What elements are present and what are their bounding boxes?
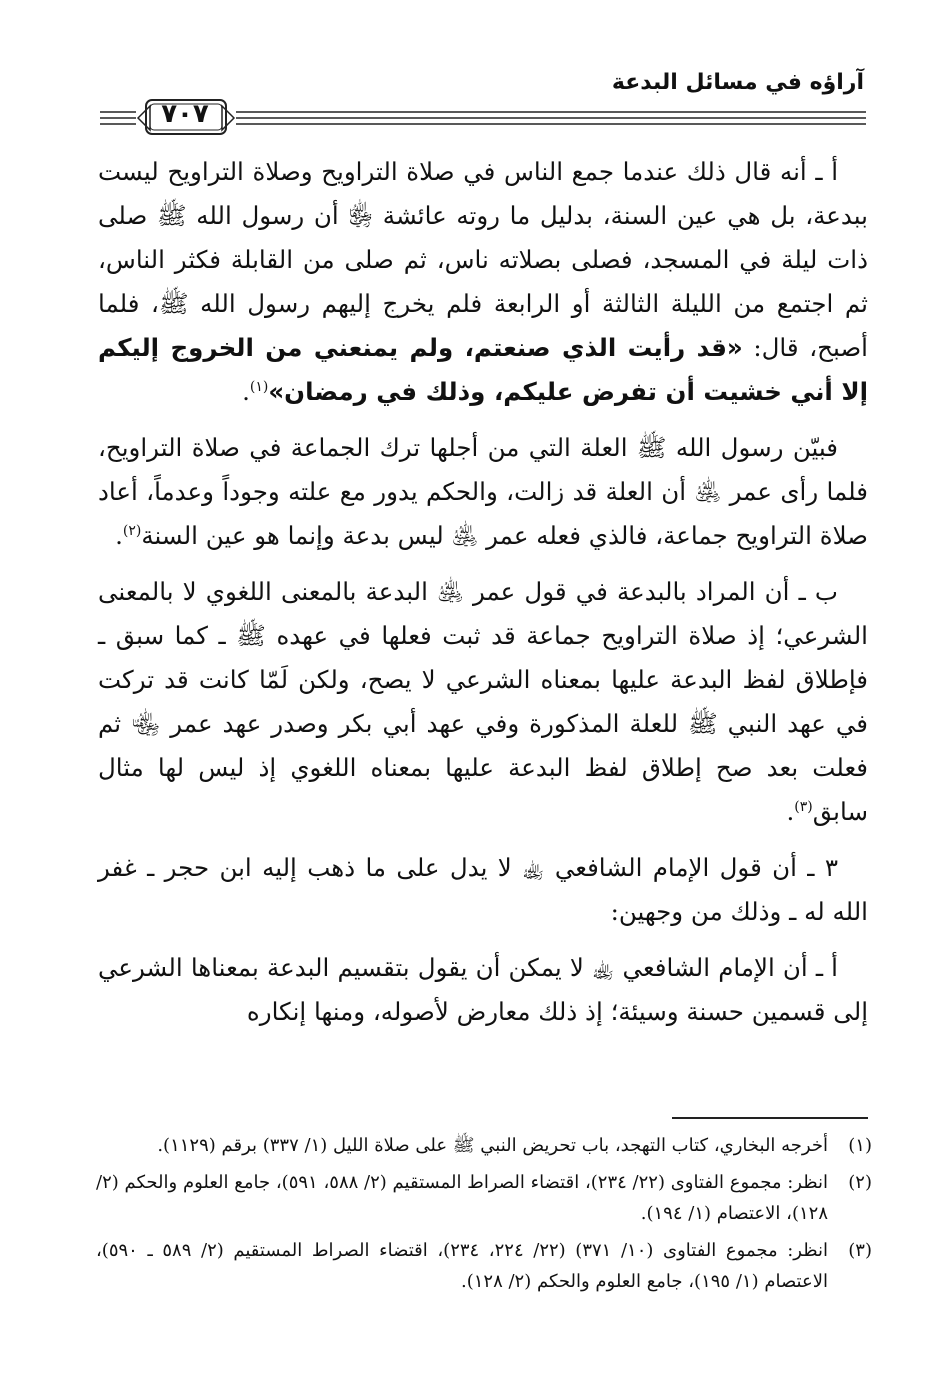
page-number: ٧٠٧ <box>161 99 209 129</box>
paragraph <box>98 426 868 558</box>
footnote-ref-2: (٢) <box>122 522 142 539</box>
footnote-separator <box>672 1117 868 1119</box>
paragraph <box>98 570 868 834</box>
footnote-text: انظر: مجموع الفتاوى (١٠/ ٣٧١) (٢٢/ ٢٢٤، ٢٣٤)، اقتضاء الصراط المستقيم (٢/ ٥٨٩ ـ ٥٩٠)، الاعتصام (١/ ١٩٥)، جامع العلوم والحكم (٢/ ١٢٨). <box>96 1240 828 1292</box>
footnote-text: انظر: مجموع الفتاوى (٢٢/ ٢٣٤)، اقتضاء الصراط المستقيم (٢/ ٥٨٨، ٥٩١)، جامع العلوم والحكم (٢/ ١٢٨)، الاعتصام (١/ ١٩٤). <box>96 1172 828 1224</box>
footnote-number: (٣) <box>848 1240 872 1261</box>
paragraph-end: . <box>786 797 795 826</box>
paragraph-text: فبيّن رسول الله ﷺ العلة التي من أجلها ترك الجماعة في صلاة التراويح، فلما رأى عمر ﵁ أن العلة قد زالت، والحكم يدور مع علته وجوداً وعدماً، أعاد صلاة التراويح جماعة، فالذي فعله عمر ﵁ ليس بدعة وإنما هو عين السنة <box>98 433 868 550</box>
main-text <box>98 150 868 1046</box>
running-title: آراؤه في مسائل البدعة <box>611 70 864 95</box>
footnote-text: أخرجه البخاري، كتاب التهجد، باب تحريض النبي ﷺ على صلاة الليل (١/ ٣٣٧) برقم (١١٢٩). <box>157 1135 828 1156</box>
hadith-quote: «قد رأيت الذي صنعتم، ولم يمنعني من الخروج إليكم إلا أني خشيت أن تفرض عليكم، وذلك في رمضان» <box>98 333 868 406</box>
footnote-number: (١) <box>848 1135 872 1156</box>
footnote-ref-1: (١) <box>249 378 269 395</box>
paragraph-text: ب ـ أن المراد بالبدعة في قول عمر ﵁ البدعة بالمعنى اللغوي لا بالمعنى الشرعي؛ إذ صلاة التراويح جماعة قد ثبت فعلها في عهده ﷺ ـ كما سبق ـ فإطلاق لفظ البدعة عليها بمعناه الشرعي لا يصح، ولكن لَمّا كانت قد تركت في عهد النبي ﷺ للعلة المذكورة وفي عهد أبي بكر وصدر عهد عمر ﵄ ثم فعلت بعد صح إطلاق لفظ البدعة عليها بمعناه اللغوي إذ ليس لها مثال سابق <box>98 577 868 826</box>
footnote <box>96 1167 872 1229</box>
footnote <box>96 1235 872 1297</box>
paragraph-end: . <box>242 377 250 406</box>
paragraph: أ ـ أن الإمام الشافعي ﵀ لا يمكن أن يقول بتقسيم البدعة بمعناها الشرعي إلى قسمين حسنة وسيئة؛ إذ ذلك معارض لأصوله، ومنها إنكاره <box>98 953 868 1026</box>
paragraph-end: . <box>115 521 123 550</box>
paragraph-text: أ ـ أنه قال ذلك عندما جمع الناس في صلاة التراويح وصلاة التراويح ليست ببدعة، بل هي عين السنة، بدليل ما روته عائشة ﵂ أن رسول الله ﷺ صلى ذات ليلة في المسجد، فصلى بصلاته ناس، ثم صلى من القابلة فكثر الناس، ثم اجتمع من الليلة الثالثة أو الرابعة فلم يخرج إليهم رسول الله ﷺ، فلما أصبح، قال: <box>98 157 868 362</box>
footnote-ref-3: (٣) <box>794 798 813 815</box>
footnotes <box>96 1130 872 1303</box>
footnote <box>96 1130 872 1161</box>
footnote-number: (٢) <box>848 1172 872 1193</box>
paragraph <box>98 150 868 414</box>
paragraph: ٣ ـ أن قول الإمام الشافعي ﵀ لا يدل على ما ذهب إليه ابن حجر ـ غفر الله له ـ وذلك من وجهين: <box>98 853 868 926</box>
